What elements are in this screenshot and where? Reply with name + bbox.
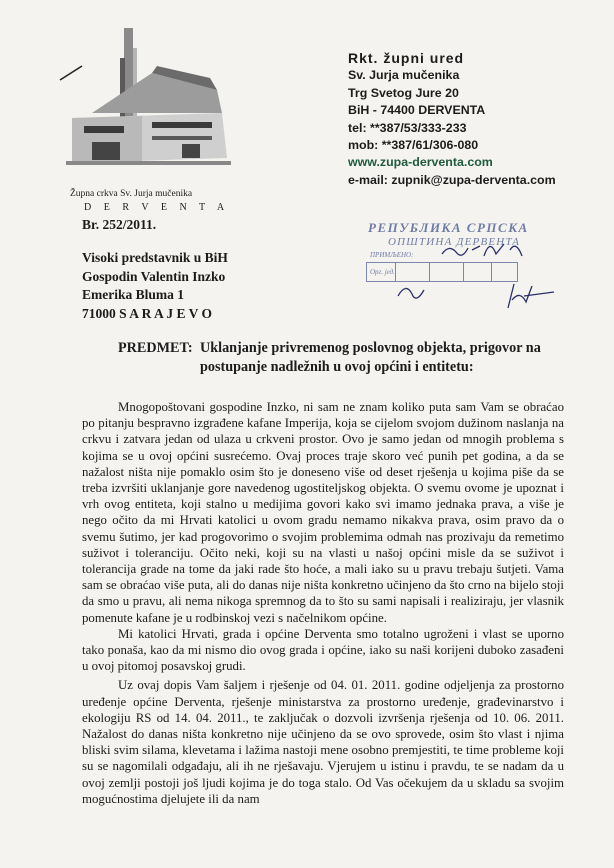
recipient-address: [82, 249, 228, 323]
office-name: Rkt. župni ured: [348, 50, 465, 66]
mobile: mob: **387/61/306-080: [348, 138, 479, 153]
subject-label: PREDMET:: [118, 340, 193, 356]
parish-name: Sv. Jurja mučenika: [348, 68, 460, 83]
handwritten-marks: [354, 216, 569, 316]
paragraph-3: Uz ovaj dopis Vam šaljem i rješenje od 04. 01. 2011. godine odjeljenja za prostorno uređenje općine Derventa, rješenje ministarstva za prostorno uređenje, građevinarstvo i ekologiju RS od 14. 04. 2011., te zaključak o dozvoli izvršenja rješenja od 10. 06. 2011. Nažalost do danas ništa konkretno nije učinjeno da se ovo sprovede, osim što vlast i njima bliski svim silama, klevetama i lažima nastoji mene osobno premjestiti, te time probleme koji su se nagomilali odgađaju, ali ih ne rješavaju. Vjerujem u istinu i pravdu, te se nadam da u ovoj zemlji postoji još ljudi kojima je do toga stalo. Od Vas očekujem da u skladu sa svojim mogućnostima djelujete ili da nam: [82, 678, 564, 806]
reference-number: Br. 252/2011.: [82, 217, 157, 232]
letterhead: [348, 50, 556, 189]
church-logo: [32, 18, 247, 213]
recipient-city: 71000 S A R A J E V O: [82, 305, 213, 321]
stamp-received-label: ПРИМЉЕНО:: [370, 251, 414, 259]
recipient-name: Gospodin Valentin Inzko: [82, 268, 226, 284]
recipient-title: Visoki predstavnik u BiH: [82, 250, 228, 265]
church-building-drawing: [32, 18, 247, 178]
letter-body: [82, 399, 564, 807]
stamp-municipality: ОПШТИНА ДЕРВЕНТА: [388, 236, 520, 248]
subject-line-2: postupanje nadležnih u ovoj općini i entitetu:: [200, 359, 474, 375]
logo-city: D E R V E N T A: [84, 202, 230, 213]
recipient-street: Emerika Bluma 1: [82, 287, 185, 303]
email-link[interactable]: e-mail: zupnik@zupa-derventa.com: [348, 172, 556, 187]
stamp-republic: РЕПУБЛИКА СРПСКА: [368, 220, 529, 235]
paragraph-1: Mnogopoštovani gospodine Inzko, ni sam ne znam koliko puta sam Vam se obraćao po pitanju bespravno izgrađene kafane Imperija, koja se cijelom svojom dužinom naslanja na crkvu i zatvara jedan od ulaza u crkveni prostor. Ovo je samo jedan od mnogih problema s kojima se u ovoj općini susrećemo. Ovaj proces traje skoro već punih pet godina, a da se nažalost ništa nije pomaklo osim što je doneseno više od deset rješenja u kojima piše da se treba izvršiti uklanjanje gore navedenog ugostiteljskog objekta. O svemu ovome je upoznat i vrh ovog entiteta, koji stalno u medijima govori kako svi imamo jednaka prava, a više je nego očito da mi Hrvati katolici u ovom gradu nemamo nikakva prava, osim pravo da o svemu šutimo, jer kad progovorimo o svojim problemima odmah nas prozivaju da remetimo suživot i toleranciju. Očito neki, koji su na vlasti u našoj općini misle da se suživot i tolerancija grade na tome da jaki rade što hoće, a mali iako su u pravu trebaju šutjeti. Vama sam se obraćao više puta, ali do danas nije ništa konkretno učinjeno da što crno na bijelo stoji da smo u pravu, ali nema nikoga spremnog da to što su sami napisali i realiziraju, jer vlasnik pomenute kafane je u rodbinskoj vezi s načelnikom općine.: [82, 400, 564, 625]
telephone: tel: **387/53/333-233: [348, 120, 467, 135]
received-stamp: [354, 216, 569, 316]
subject-line-1: Uklanjanje privremenog poslovnog objekta, prigovor na: [200, 340, 541, 356]
city-address: BiH - 74400 DERVENTA: [348, 103, 486, 118]
paragraph-2: Mi katolici Hrvati, grada i općine Derventa smo totalno ugroženi i vlast se uporno tako ponaša, kao da mi nismo dio ovog grada i općine, iako su naši korijeni duboko zasađeni u ovoj pitomoj posavskoj grudi.: [82, 626, 564, 674]
website-link[interactable]: www.zupa-derventa.com: [348, 155, 493, 170]
logo-caption: Župna crkva Sv. Jurja mučenika: [70, 189, 193, 199]
street-address: Trg Svetog Jure 20: [348, 85, 459, 100]
stamp-org-label: Орг. јед.: [370, 268, 395, 276]
